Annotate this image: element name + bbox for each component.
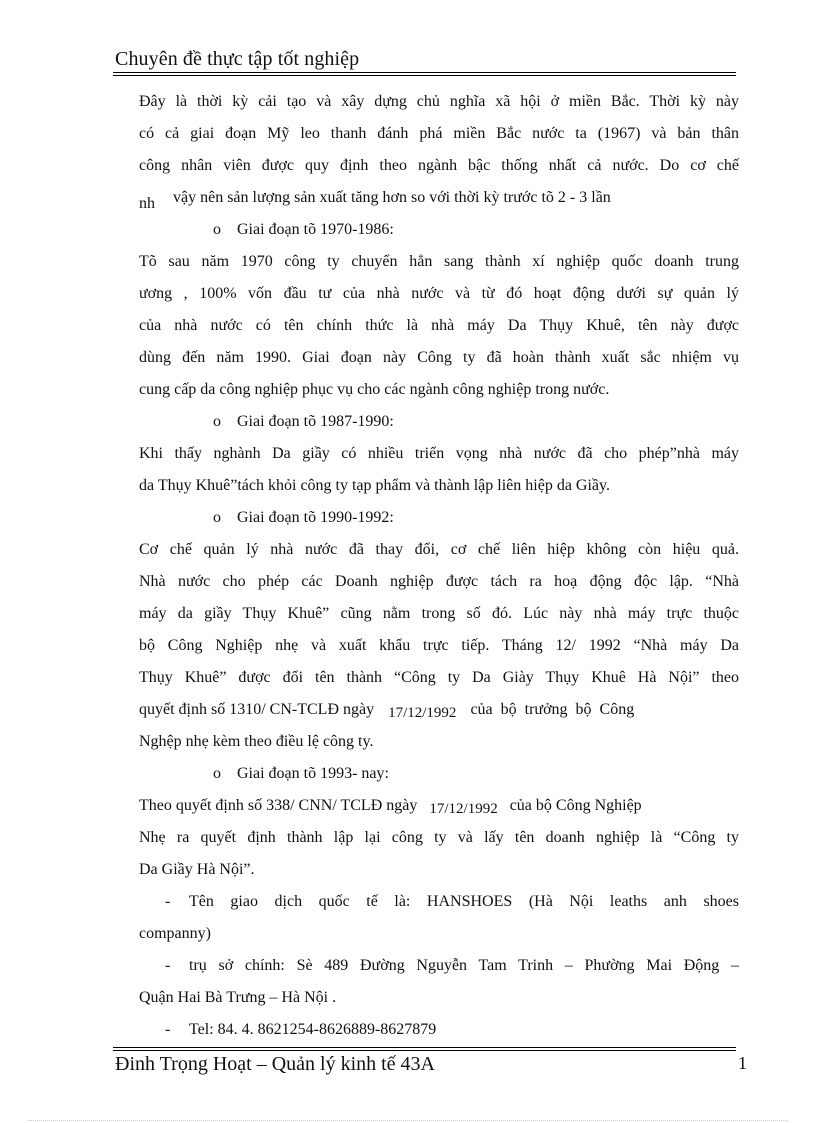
list-item-text: trụ sở chính: Sè 489 Đường Nguyễn Tam Trinh – Phường Mai Động –: [189, 957, 739, 974]
section-heading: [139, 502, 739, 534]
footer-rule-bottom: [113, 1050, 736, 1051]
list-item-text: Tel: 84. 4. 8621254-8626889-8627879: [189, 1021, 437, 1038]
text-line: Nhẹ ra quyết định thành lập lại công ty và lấy tên doanh nghiệp là “Công ty: [139, 829, 739, 846]
circle-bullet-icon: o: [213, 765, 221, 782]
text-line: Nghệp nhẹ kèm theo điều lệ công ty.: [139, 733, 374, 750]
text-line: Quận Hai Bà Trưng – Hà Nội .: [139, 989, 337, 1006]
text-line: Tõ sau năm 1970 công ty chuyển hẳn sang thành xí nghiệp quốc doanh trung: [139, 253, 739, 270]
text-line: cung cấp da công nghiệp phục vụ cho các ngành công nghiệp trong nước.: [139, 381, 610, 398]
list-item: [139, 886, 739, 918]
list-item: [139, 1014, 739, 1046]
text-line: Đây là thời kỳ cải tạo và xây dựng chủ nghĩa xã hội ở miền Bắc. Thời kỳ này: [139, 93, 739, 110]
text-line: [139, 694, 739, 726]
circle-bullet-icon: o: [213, 509, 221, 526]
text-fragment: của bộ Công Nghiệp: [509, 797, 642, 814]
section-heading-text: Giai đoạn tõ 1987-1990:: [237, 413, 394, 430]
text-line: [139, 790, 739, 822]
dash-bullet-icon: -: [165, 957, 171, 974]
circle-bullet-icon: o: [213, 221, 221, 238]
dash-bullet-icon: -: [165, 893, 171, 910]
text-line: công nhân viên được quy định theo ngành bậc thống nhất cả nước. Do cơ chế: [139, 157, 739, 174]
text-line: có cả giai đoạn Mỹ leo thanh đánh phá miền Bắc nước ta (1967) và bản thân: [139, 125, 739, 142]
page-number: 1: [738, 1053, 747, 1073]
header-rule-bottom: [113, 75, 736, 76]
text-line: companny): [139, 925, 211, 942]
header-rule-top: [113, 72, 736, 73]
text-line: bộ Công Nghiệp nhẹ và xuất khẩu trực tiếp. Tháng 12/ 1992 “Nhà máy Da: [139, 637, 739, 654]
text-fragment: vậy nên sản lượng sản xuất tăng hơn so với thời kỳ trước tõ 2 - 3 lần: [173, 189, 611, 206]
page-edge-dotted-line: [28, 1120, 788, 1121]
date-field: 17/12/1992: [388, 705, 457, 721]
text-line: Khi thấy nghành Da giầy có nhiều triển vọng nhà nước đã cho phép”nhà máy: [139, 445, 739, 462]
text-line: Thụy Khuê” được đổi tên thành “Công ty Da Giày Thụy Khuê Hà Nội” theo: [139, 669, 739, 686]
text-line: ương , 100% vốn đầu tư của nhà nước và từ đó hoạt động dưới sự quản lý: [139, 285, 739, 302]
text-line: da Thụy Khuê”tách khỏi công ty tạp phẩm và thành lập liên hiệp da Giầy.: [139, 477, 610, 494]
section-heading-text: Giai đoạn tõ 1990-1992:: [237, 509, 394, 526]
text-line: của nhà nước có tên chính thức là nhà máy Da Thụy Khuê, tên này được: [139, 317, 739, 334]
text-fragment: nh: [139, 195, 155, 212]
section-heading: [139, 406, 739, 438]
text-line: Da Giầy Hà Nội”.: [139, 861, 255, 878]
section-heading-text: Giai đoạn tõ 1993- nay:: [237, 765, 389, 782]
text-line: Cơ chế quản lý nhà nước đã thay đổi, cơ chế liên hiệp không còn hiệu quả.: [139, 541, 739, 558]
text-fragment: của bộ trưởng bộ Công: [470, 701, 635, 718]
footer-author: Đinh Trọng Hoạt – Quản lý kinh tế 43A: [115, 1053, 435, 1075]
circle-bullet-icon: o: [213, 413, 221, 430]
section-heading-text: Giai đoạn tõ 1970-1986:: [237, 221, 394, 238]
section-heading: [139, 214, 739, 246]
document-body: [139, 86, 739, 1046]
text-line: máy da giầy Thụy Khuê” cũng nằm trong số đó. Lúc này nhà máy trực thuộc: [139, 605, 739, 622]
text-fragment: Theo quyết định số 338/ CNN/ TCLĐ ngày: [139, 797, 418, 814]
section-heading: [139, 758, 739, 790]
text-line: [139, 182, 739, 214]
footer-rule-top: [113, 1047, 736, 1048]
page-header-title: Chuyên đề thực tập tốt nghiệp: [115, 48, 360, 70]
text-fragment: quyết định số 1310/ CN-TCLĐ ngày: [139, 701, 375, 718]
list-item-text: Tên giao dịch quốc tế là: HANSHOES (Hà Nội leaths anh shoes: [189, 893, 739, 910]
text-line: Nhà nước cho phép các Doanh nghiệp được tách ra hoạ động độc lập. “Nhà: [139, 573, 739, 590]
date-field: 17/12/1992: [429, 801, 498, 817]
text-line: dùng đến năm 1990. Giai đoạn này Công ty đã hoàn thành xuất sắc nhiệm vụ: [139, 349, 739, 366]
list-item: [139, 950, 739, 982]
dash-bullet-icon: -: [165, 1021, 171, 1038]
